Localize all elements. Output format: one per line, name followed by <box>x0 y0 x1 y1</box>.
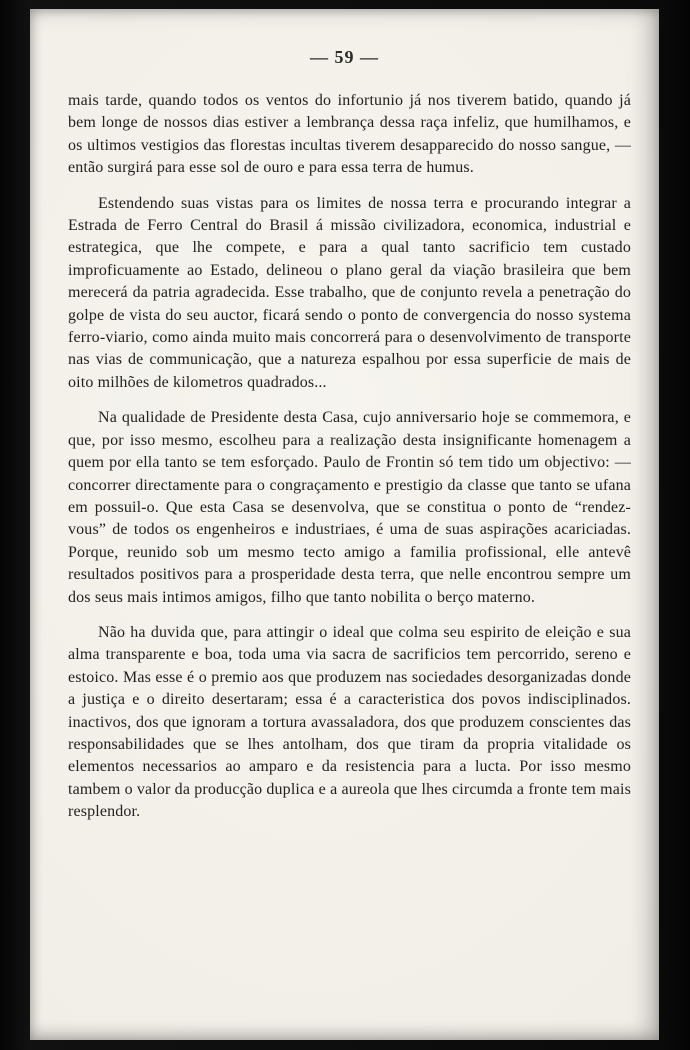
body-text <box>30 90 659 824</box>
paragraph-2: Estendendo suas vistas para os limites de nossa terra e procurando integrar a Estrada de Ferro Central do Brasil á missão civilizadora, economica, industrial e estrategica, que lhe compete, e para a qual tanto sacrificio tem custado improficuamente ao Estado, delineou o plano geral da viação brasileira que bem merecerá da patria agradecida. Esse trabalho, que de conjunto revela a penetração do golpe de vista do seu auctor, ficará sendo o ponto de convergencia do nosso systema ferro-viario, como ainda muito mais concorrerá para o desenvolvimento de transporte nas vias de communicação, que a natureza espalhou por essa superficie de mais de oito milhões de kilometros quadrados... <box>68 194 631 391</box>
paragraph-3: Na qualidade de Presidente desta Casa, cujo anniversario hoje se commemora, e que, por isso mesmo, escolheu para a realização desta insignificante homenagem a quem por ella tanto se tem esforçado. Paulo de Frontin só tem tido um objectivo: — concorrer directamente para o congraçamento e prestigio da classe que tanto se ufana em possuil-o. Que esta Casa se desenvolva, que se constitua o ponto de “rendez-vous” de todos os engenheiros e industriaes, é uma de suas aspirações acariciadas. Porque, reunido sob um mesmo tecto amigo a familia profissional, elle antevê resultados positivos para a prosperidade desta terra, que nelle encontrou sempre um dos seus mais intimos amigos, filho que tanto nobilita o berço materno. <box>68 409 631 606</box>
paragraph-1: mais tarde, quando todos os ventos do infortunio já nos tiverem batido, quando já bem longe de nossos dias estiver a lembrança dessa raça infeliz, que humilhamos, e os ultimos vestigios das florestas incultas tiverem desapparecido do nosso sangue, — então surgirá para esse sol de ouro e para essa terra de humus. <box>68 92 631 177</box>
paragraph-4: Não ha duvida que, para attingir o ideal que colma seu espirito de eleição e sua alma transparente e boa, toda uma via sacra de sacrificios tem percorrido, sereno e estoico. Mas esse é o premio aos que produzem nas sociedades desorganizadas donde a justiça e o direito desertaram; essa é a caracteristica dos povos indisciplinados. inactivos, dos que ignoram a tortura avassaladora, dos que produzem conscientes das responsabilidades que se lhes antolham, dos que tiram da propria vitalidade os elementos necessarios ao amparo e da resistencia para a lucta. Por isso mesmo tambem o valor da producção duplica e a aureola que lhes circumda a fronte tem mais resplendor. <box>68 623 631 821</box>
document-page <box>30 9 659 1040</box>
page-number: — 59 — <box>310 47 379 67</box>
